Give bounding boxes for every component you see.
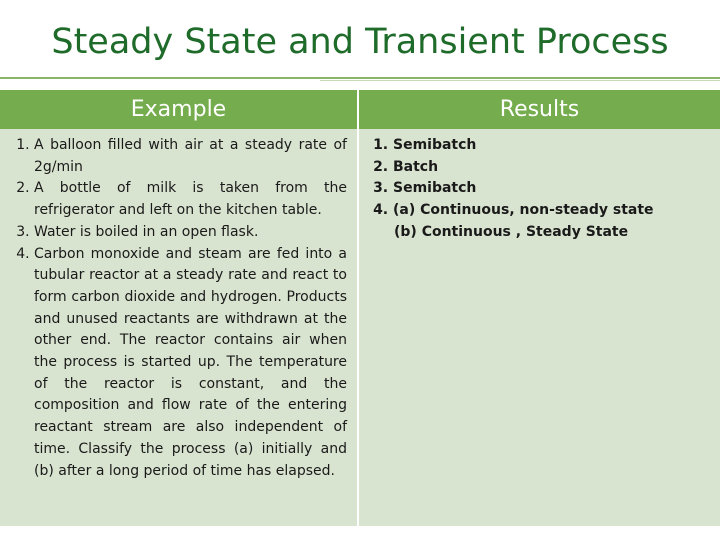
examples-list xyxy=(0,135,347,482)
title-underline xyxy=(0,77,720,79)
result-item-3: 3. Semibatch xyxy=(393,178,720,200)
example-item-2: 2. A bottle of milk is taken from the refrigerator and left on the kitchen table. xyxy=(34,178,347,221)
result-item-2: 2. Batch xyxy=(393,157,720,179)
slide-title: Steady State and Transient Process xyxy=(51,22,669,62)
header-example: Example xyxy=(0,90,358,129)
result-item-1: 1. Semibatch xyxy=(393,135,720,157)
example-item-3: 3. Water is boiled in an open flask. xyxy=(34,222,347,244)
result-item-4 xyxy=(393,200,720,243)
result-item-4-line2: (b) Continuous , Steady State xyxy=(394,223,629,240)
example-item-4: 4. Carbon monoxide and steam are fed into a tubular reactor at a steady rate and react to form carbon dioxide and hydrogen. Products and unused reactants are withdrawn at the other end. The reactor contains air when the process is started up. The temperature of the reactor is constant, and the composition and flow rate of the entering reactant stream are also independent of time. Classify the process (a) initially and (b) after a long period of time has elapsed. xyxy=(34,244,347,483)
comparison-table xyxy=(0,90,720,526)
results-list xyxy=(359,135,720,244)
table-header-row xyxy=(0,90,720,129)
examples-cell xyxy=(0,129,358,526)
header-results: Results xyxy=(358,90,720,129)
title-underline-accent xyxy=(320,80,720,81)
results-cell xyxy=(358,129,720,526)
result-item-4-line1: (a) Continuous, non-steady state xyxy=(393,202,654,219)
table-row xyxy=(0,129,720,526)
example-item-1: 1. A balloon filled with air at a steady rate of 2g/min xyxy=(34,135,347,178)
